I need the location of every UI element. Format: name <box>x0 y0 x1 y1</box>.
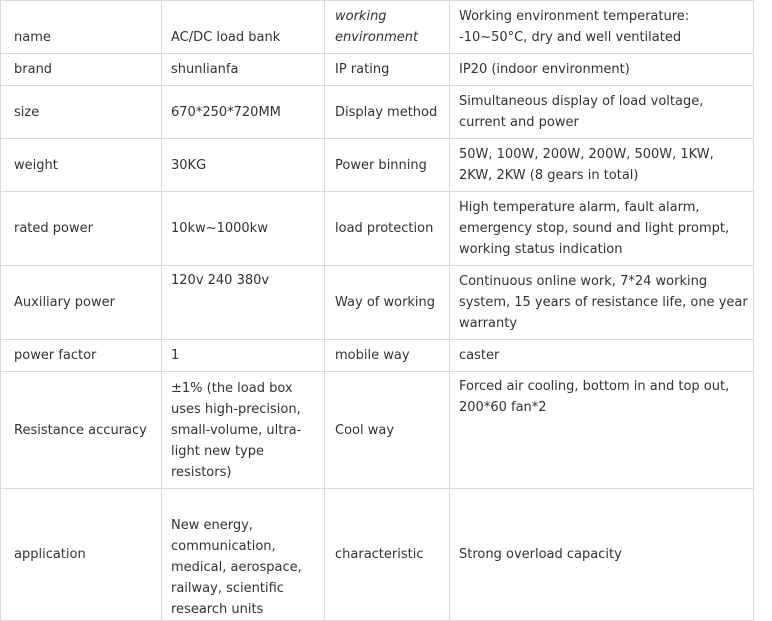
spec-label-cool-way: Cool way <box>325 372 450 489</box>
spec-value-power-binning: 50W, 100W, 200W, 200W, 500W, 1KW, 2KW, 2KW (8 gears in total) <box>450 139 754 192</box>
spec-value-way-of-working: Continuous online work, 7*24 working system, 15 years of resistance life, one year warranty <box>450 266 754 340</box>
spec-value-mobile-way: caster <box>450 340 754 372</box>
spec-label-ip-rating: IP rating <box>325 54 450 86</box>
spec-value-cool-way: Forced air cooling, bottom in and top out, 200*60 fan*2 <box>450 372 754 489</box>
spec-value-power-factor: 1 <box>162 340 325 372</box>
spec-value-working-environment: Working environment temperature: -10~50°C, dry and well ventilated <box>450 1 754 54</box>
spec-label-characteristic: characteristic <box>325 489 450 621</box>
table-row <box>1 266 754 340</box>
table-row <box>1 372 754 489</box>
spec-value-size: 670*250*720MM <box>162 86 325 139</box>
table-row <box>1 489 754 621</box>
spec-value-name: AC/DC load bank <box>162 1 325 54</box>
table-row <box>1 1 754 54</box>
table-row <box>1 139 754 192</box>
spec-label-application: application <box>1 489 162 621</box>
spec-label-mobile-way: mobile way <box>325 340 450 372</box>
spec-value-ip-rating: IP20 (indoor environment) <box>450 54 754 86</box>
spec-label-weight: weight <box>1 139 162 192</box>
spec-label-size: size <box>1 86 162 139</box>
spec-label-way-of-working: Way of working <box>325 266 450 340</box>
spec-label-power-factor: power factor <box>1 340 162 372</box>
spec-value-application: New energy, communication, medical, aerospace, railway, scientific research units <box>162 489 325 621</box>
spec-label-display-method: Display method <box>325 86 450 139</box>
spec-value-display-method: Simultaneous display of load voltage, current and power <box>450 86 754 139</box>
spec-value-weight: 30KG <box>162 139 325 192</box>
spec-value-auxiliary-power: 120v 240 380v <box>162 266 325 340</box>
table-row <box>1 340 754 372</box>
table-row <box>1 54 754 86</box>
spec-value-load-protection: High temperature alarm, fault alarm, emergency stop, sound and light prompt, working status indication <box>450 192 754 266</box>
spec-label-load-protection: load protection <box>325 192 450 266</box>
spec-value-brand: shunlianfa <box>162 54 325 86</box>
spec-value-rated-power: 10kw~1000kw <box>162 192 325 266</box>
spec-label-working-environment: working environment <box>325 1 450 54</box>
spec-label-rated-power: rated power <box>1 192 162 266</box>
spec-value-characteristic: Strong overload capacity <box>450 489 754 621</box>
spec-label-resistance-accuracy: Resistance accuracy <box>1 372 162 489</box>
table-row <box>1 192 754 266</box>
spec-value-resistance-accuracy: ±1% (the load box uses high-precision, small-volume, ultra-light new type resistors) <box>162 372 325 489</box>
spec-label-power-binning: Power binning <box>325 139 450 192</box>
spec-label-name: name <box>1 1 162 54</box>
table-row <box>1 86 754 139</box>
spec-label-brand: brand <box>1 54 162 86</box>
spec-label-auxiliary-power: Auxiliary power <box>1 266 162 340</box>
